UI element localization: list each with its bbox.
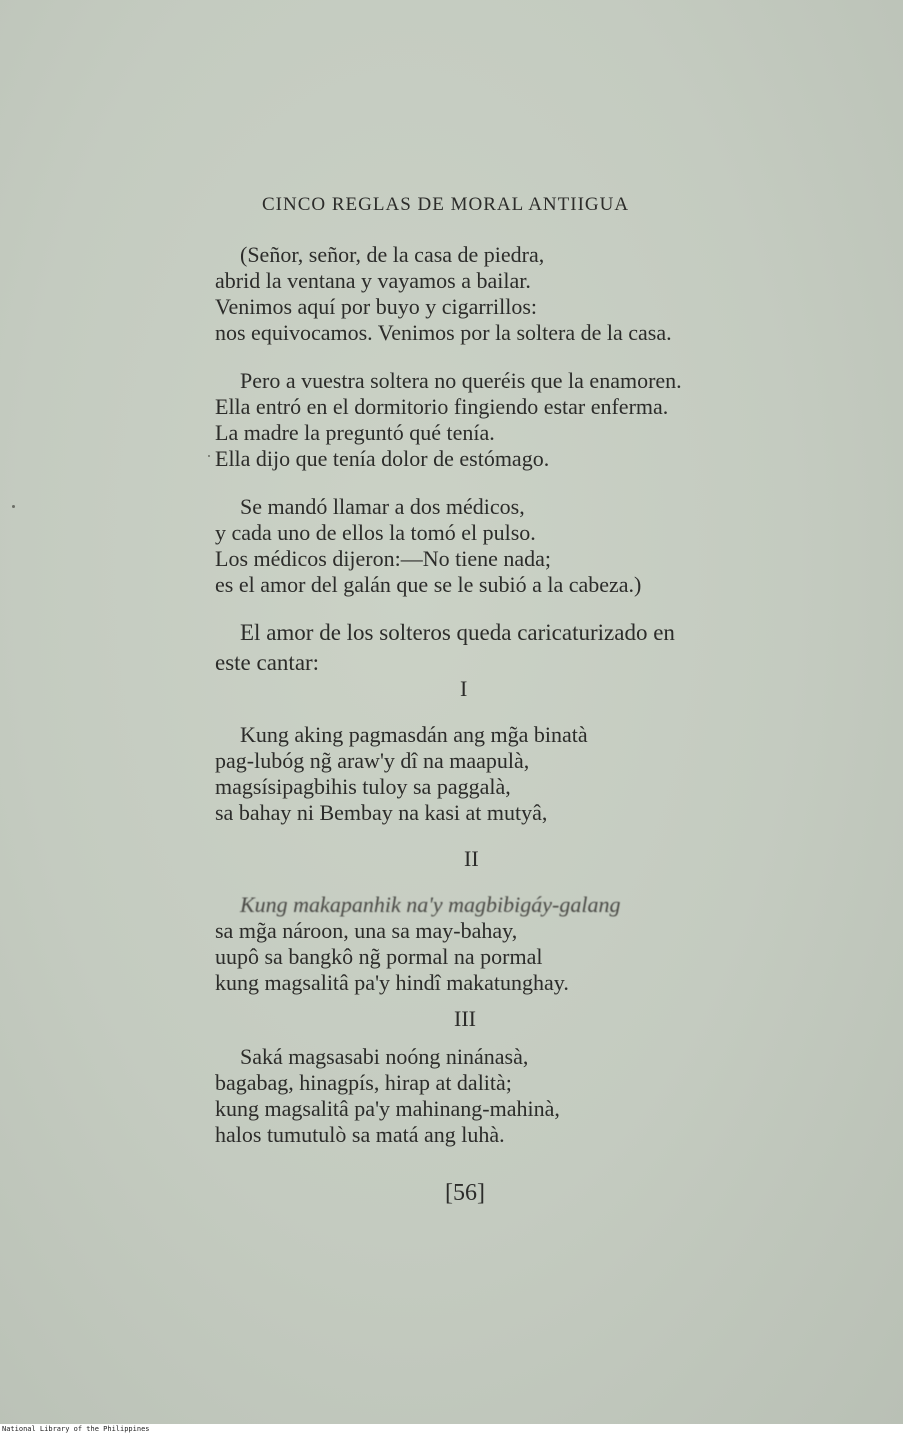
verse-line: Ella entró en el dormitorio fingiendo estar enferma. [215,394,669,419]
verse-line: y cada uno de ellos la tomó el pulso. [215,520,536,545]
verse-line: uupô sa bangkô ng̃ pormal na pormal [215,944,543,969]
section-numeral: II [464,846,479,871]
verse-line: halos tumutulò sa matá ang luhà. [215,1122,505,1147]
verse-line: sa bahay ni Bembay na kasi at mutyâ, [215,800,548,825]
verse-line: Saká magsasabi noóng ninánasà, [240,1044,529,1069]
section-numeral: I [460,676,468,701]
verse-line: Los médicos dijeron:—No tiene nada; [215,546,552,571]
prose-line: El amor de los solteros queda caricaturizado en [240,620,675,645]
verse-line: Pero a vuestra soltera no queréis que la enamoren. [240,368,682,393]
verse-line: sa mg̃a nároon, una sa may-bahay, [215,918,518,943]
verse-line: La madre la preguntó qué tenía. [215,420,495,445]
paper-speck [12,505,15,508]
verse-line: Kung aking pagmasdán ang mg̃a binatà [240,722,588,747]
verse-line: Se mandó llamar a dos médicos, [240,494,525,519]
footer-credit: National Library of the Philippines [2,1425,150,1433]
verse-line: Venimos aquí por buyo y cigarrillos: [215,294,538,319]
verse-line: kung magsalitâ pa'y mahinang-mahinà, [215,1096,560,1121]
verse-line: magsísipagbihis tuloy sa paggalà, [215,774,511,799]
verse-line-smudged: Kung makapanhik na'y magbibigáy-galang [240,892,621,917]
page-title: CINCO REGLAS DE MORAL ANTIIGUA [262,194,630,215]
page-number: [56] [445,1180,485,1206]
prose-line: este cantar: [215,650,320,675]
verse-line: Ella dijo que tenía dolor de estómago. [215,446,550,471]
verse-line: (Señor, señor, de la casa de piedra, [240,242,545,267]
verse-line: pag-lubóg ng̃ araw'y dî na maapulà, [215,748,530,773]
paper-speck [208,455,210,457]
verse-line: es el amor del galán que se le subió a la cabeza.) [215,572,642,597]
verse-line: kung magsalitâ pa'y hindî makatunghay. [215,970,569,995]
section-numeral: III [454,1006,476,1031]
verse-line: abrid la ventana y vayamos a bailar. [215,268,531,293]
verse-line: nos equivocamos. Venimos por la soltera de la casa. [215,320,672,345]
verse-line: bagabag, hinagpís, hirap at dalità; [215,1070,512,1095]
